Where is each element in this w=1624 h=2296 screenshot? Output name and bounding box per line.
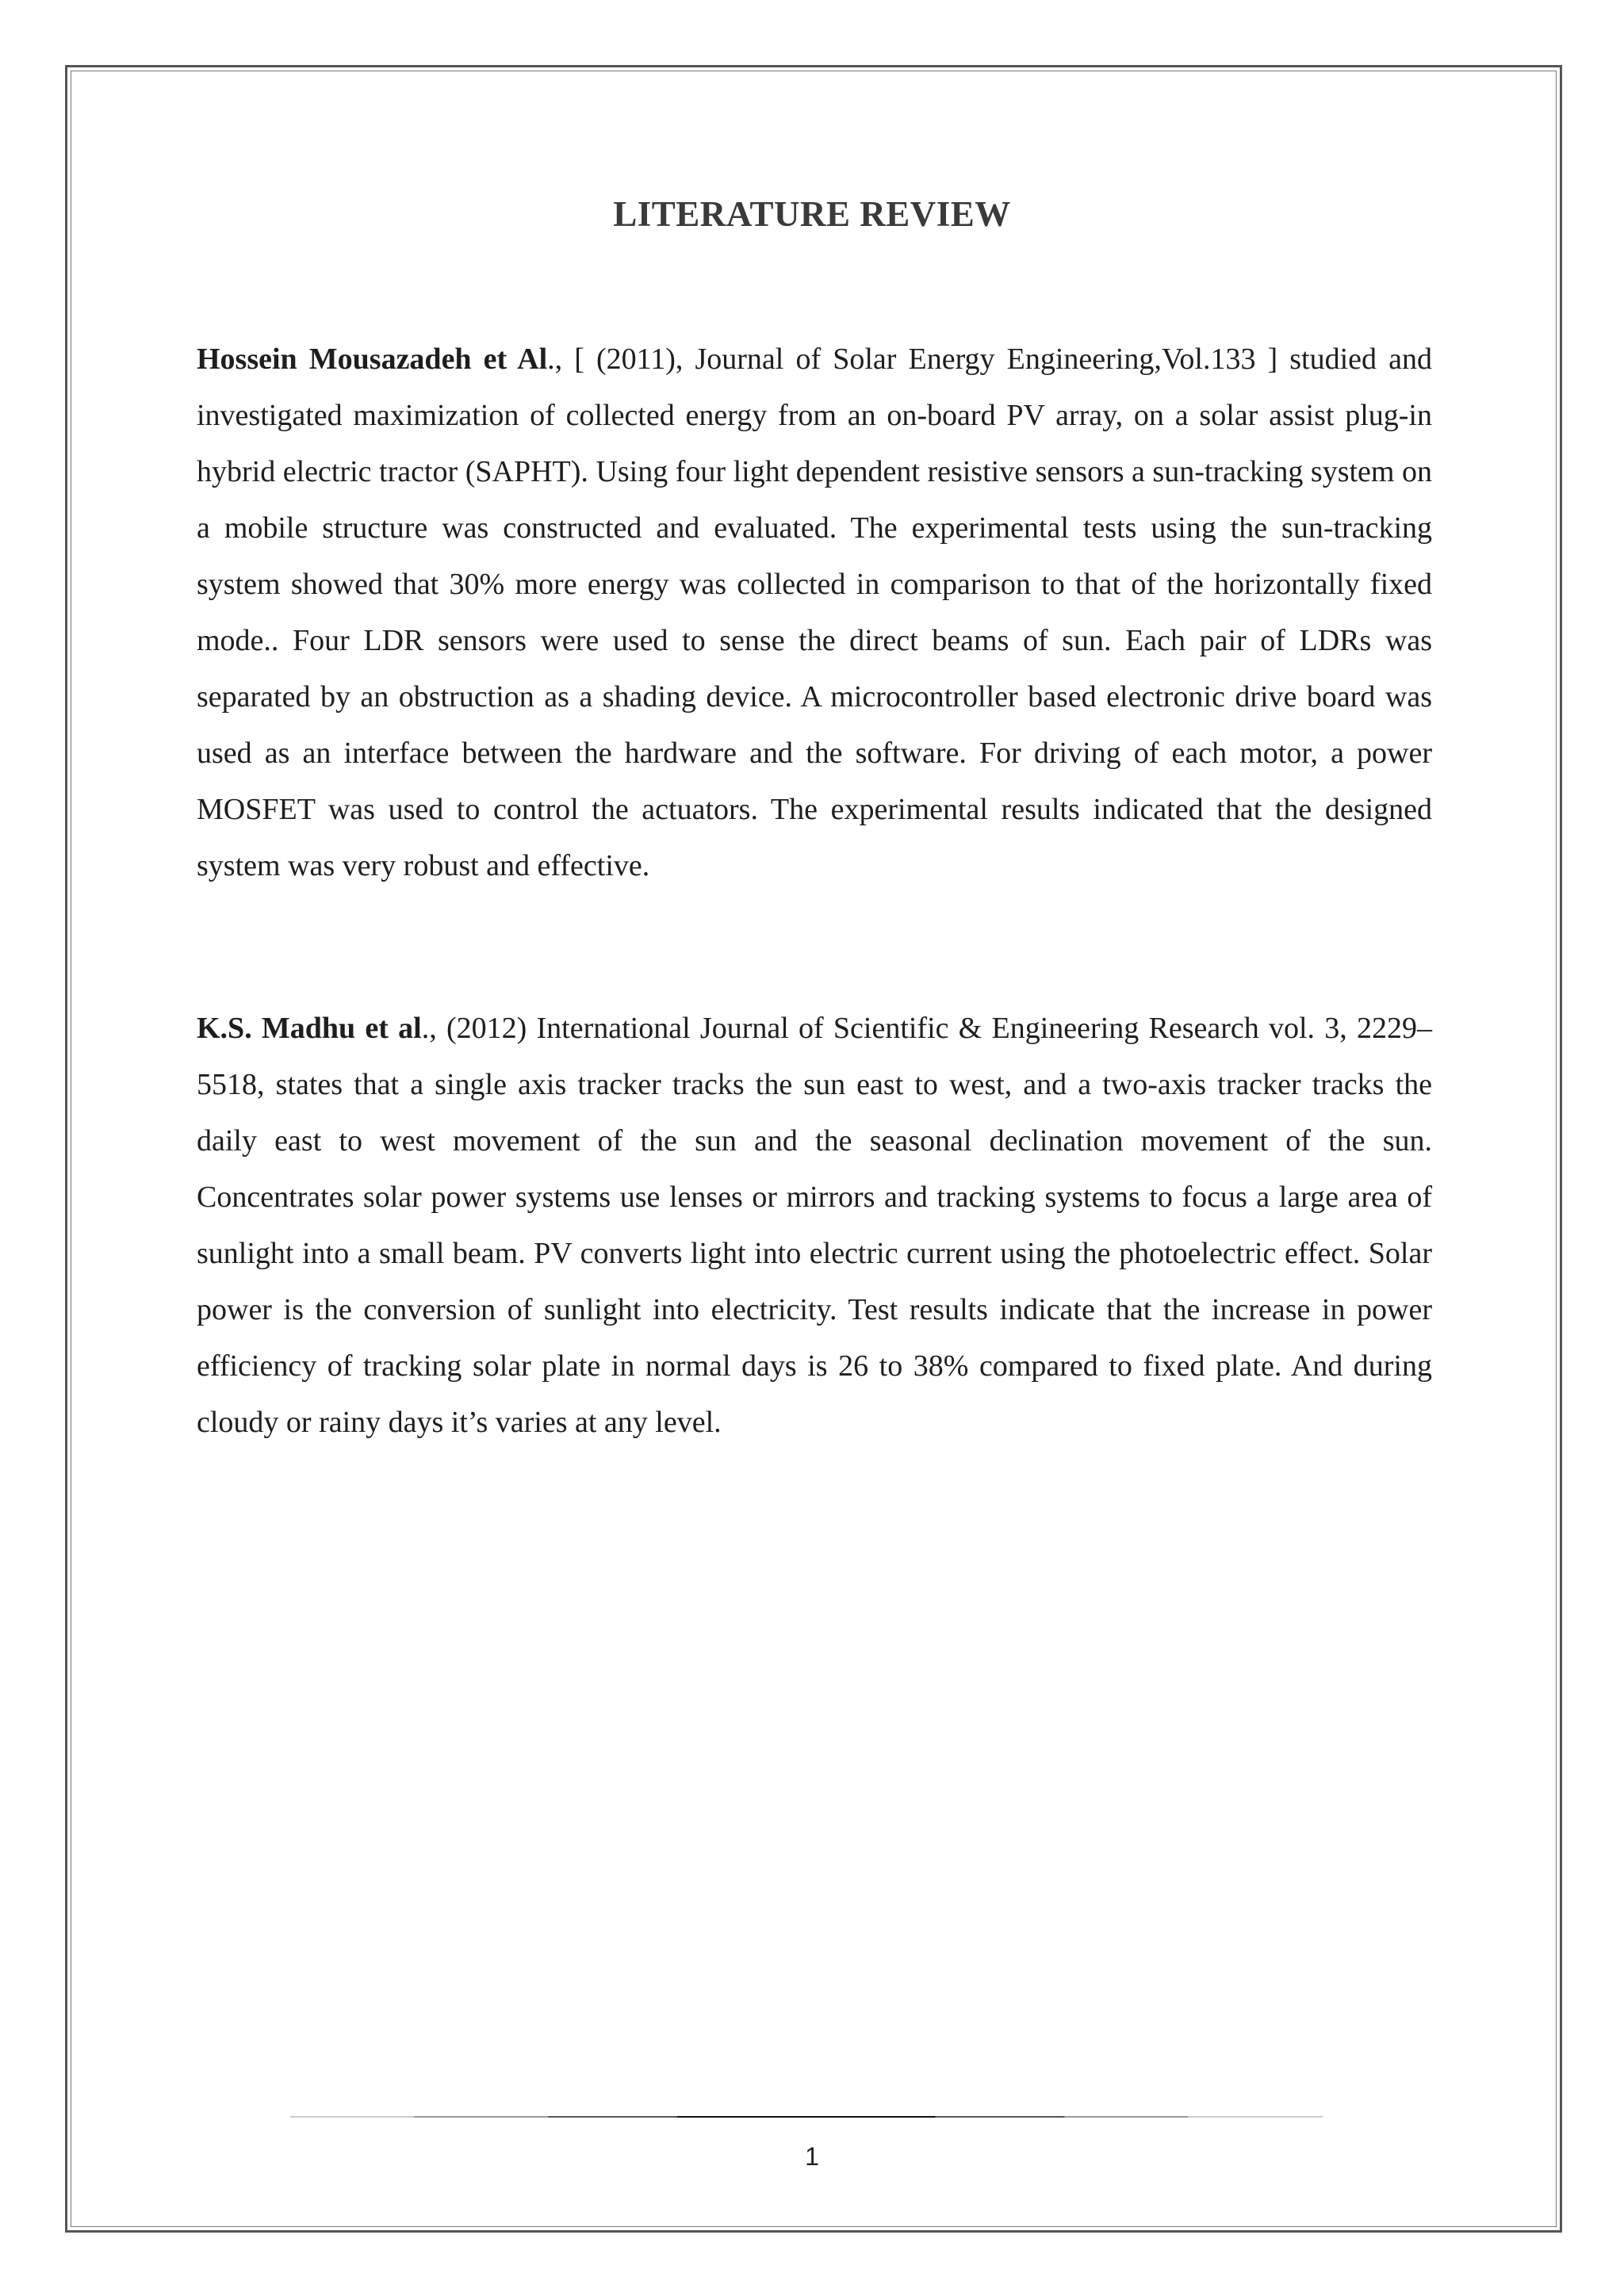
paragraph-body: ., (2012) International Journal of Scientific & Engineering Research vol. 3, 2229–5518, states that a single axis tracker tracks the sun east to west, and a two-axis tracker tracks the daily east to west movement of the sun and the seasonal declination movement of the sun. Concentrates solar power systems use lenses or mirrors and tracking systems to focus a large area of sunlight into a small beam. PV converts light into electric current using the photoelectric effect. Solar power is the conversion of sunlight into electricity. Test results indicate that the increase in power efficiency of tracking solar plate in normal days is 26 to 38% compared to fixed plate. And during cloudy or rainy days it’s varies at any level.	[197, 1012, 1432, 1439]
paragraph-mousazadeh	[197, 331, 1432, 894]
paragraph-author: Hossein Mousazadeh et Al	[197, 342, 548, 376]
page-title: LITERATURE REVIEW	[613, 194, 1011, 234]
paragraph-body: ., [ (2011), Journal of Solar Energy Engineering,Vol.133 ] studied and investigated maximization of collected energy from an on-board PV array, on a solar assist plug-in hybrid electric tractor (SAPHT). Using four light dependent resistive sensors a sun-tracking system on a mobile structure was constructed and evaluated. The experimental tests using the sun-tracking system showed that 30% more energy was collected in comparison to that of the horizontally fixed mode.. Four LDR sensors were used to sense the direct beams of sun. Each pair of LDRs was separated by an obstruction as a shading device. A microcontroller based electronic drive board was used as an interface between the hardware and the software. For driving of each motor, a power MOSFET was used to control the actuators. The experimental results indicated that the designed system was very robust and effective.	[197, 342, 1432, 882]
page-number: 1	[805, 2142, 819, 2171]
paragraph-author: K.S. Madhu et al	[197, 1012, 422, 1045]
footer-divider	[290, 2116, 1323, 2118]
paragraph-madhu	[197, 1001, 1432, 1451]
